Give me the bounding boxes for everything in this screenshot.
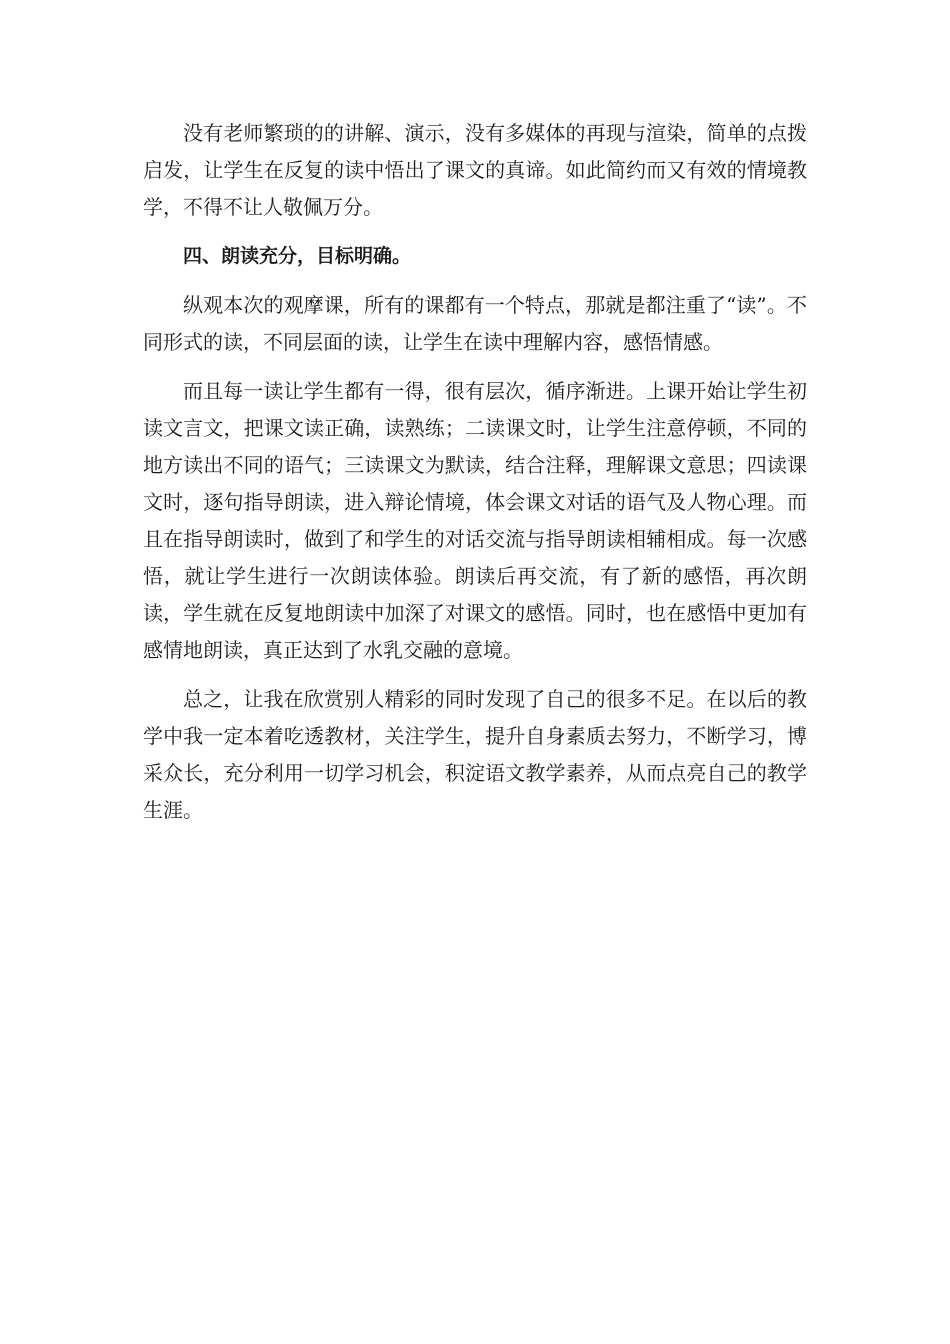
section-heading: 四、朗读充分，目标明确。 [183, 245, 412, 267]
paragraph-reading-overview: 纵观本次的观摩课，所有的课都有一个特点，那就是都注重了“读”。不同形式的读，不同层面的读，让学生在读中理解内容，感悟情感。 [143, 293, 807, 354]
document-page [143, 115, 807, 841]
paragraph-reading-steps: 而且每一读让学生都有一得，很有层次，循序渐进。上课开始让学生初读文言文，把课文读正确，读熟练；二读课文时，让学生注意停顿，不同的地方读出不同的语气；三读课文为默读，结合注释，理解课文意思；四读课文时，逐句指导朗读，进入辩论情境，体会课文对话的语气及人物心理。而且在指导朗读时，做到了和学生的对话交流与指导朗读相辅相成。每一次感悟，就让学生进行一次朗读体验。朗读后再交流，有了新的感悟，再次朗读，学生就在反复地朗读中加深了对课文的感悟。同时，也在感悟中更加有感情地朗读，真正达到了水乳交融的意境。 [143, 379, 807, 662]
paragraph-intro: 没有老师繁琐的的讲解、演示，没有多媒体的再现与渲染，简单的点拨启发，让学生在反复的读中悟出了课文的真谛。如此简约而又有效的情境教学，不得不让人敬佩万分。 [143, 121, 807, 219]
paragraph-conclusion: 总之，让我在欣赏别人精彩的同时发现了自己的很多不足。在以后的教学中我一定本着吃透教材，关注学生，提升自身素质去努力，不断学习，博采众长，充分利用一切学习机会，积淀语文教学素养，从而点亮自己的教学生涯。 [143, 687, 807, 822]
